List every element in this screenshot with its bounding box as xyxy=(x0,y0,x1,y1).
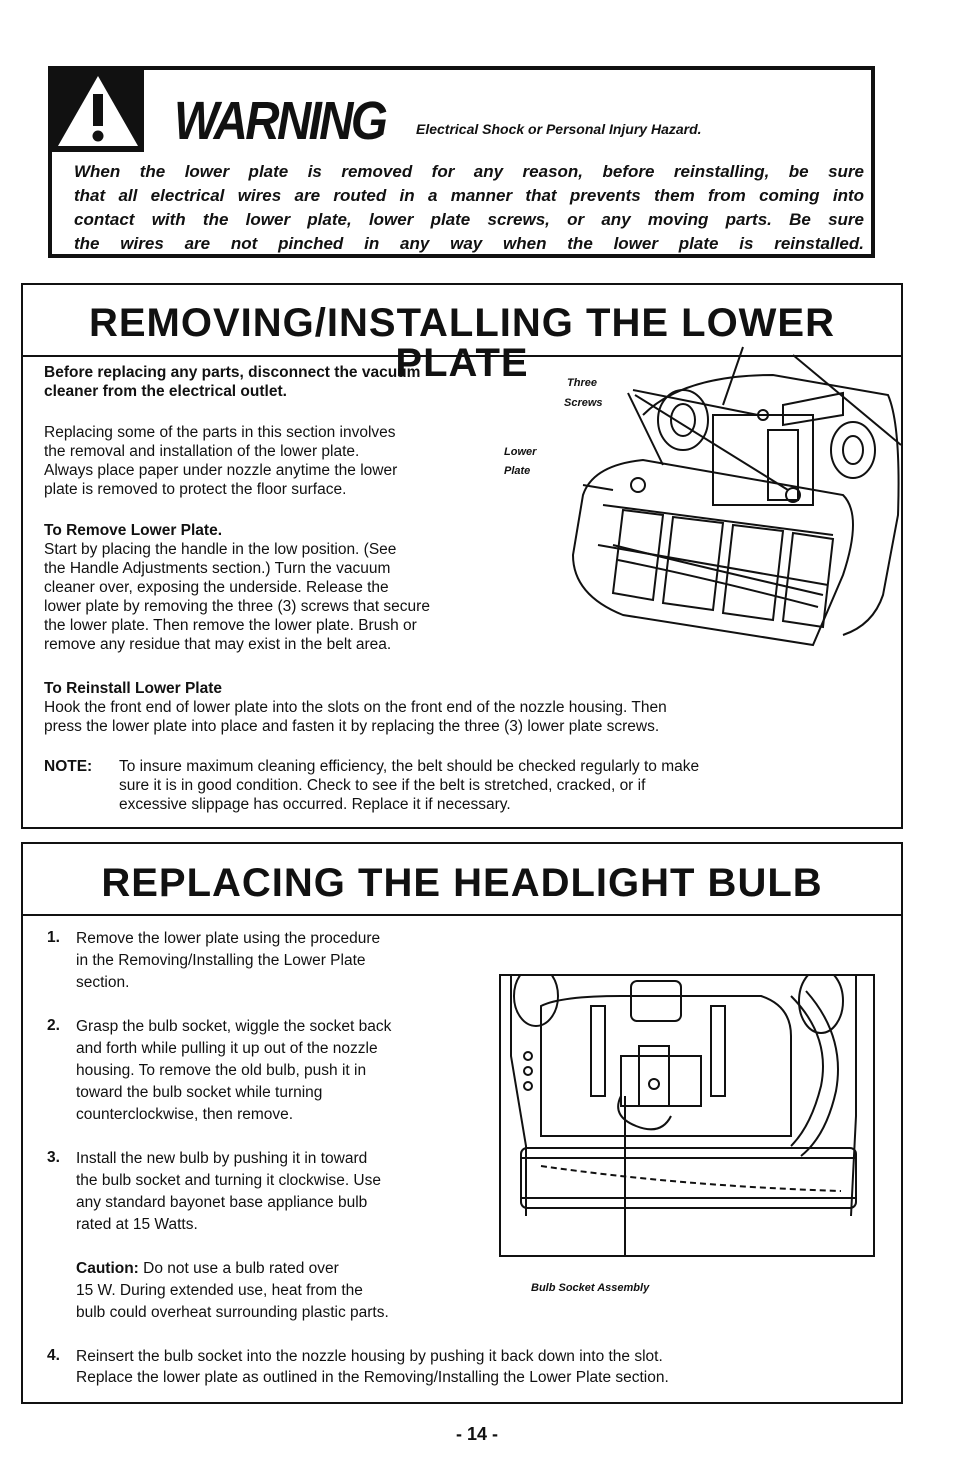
step-number: 4. xyxy=(47,1347,60,1364)
text-line: cleaner over, exposing the underside. Release the xyxy=(44,579,389,596)
caution-text: Do not use a bulb rated over xyxy=(143,1260,339,1277)
remove-heading: To Remove Lower Plate. xyxy=(44,522,223,539)
warning-line: When the lower plate is removed for any reason, before reinstalling, be sure xyxy=(74,162,864,181)
text-line: Before replacing any parts, disconnect the vacuum xyxy=(44,364,421,381)
text-line: the Handle Adjustments section.) Turn the vacuum xyxy=(44,560,391,577)
warning-body xyxy=(74,160,864,256)
text-line: and forth while pulling it up out of the nozzle xyxy=(76,1040,378,1057)
caution-label: Caution: xyxy=(76,1260,139,1277)
title-divider xyxy=(23,914,901,916)
text-line: counterclockwise, then remove. xyxy=(76,1106,294,1123)
remove-instructions xyxy=(44,521,430,654)
text-line: press the lower plate into place and fasten it by replacing the three (3) lower plate screws. xyxy=(44,718,660,735)
warning-box xyxy=(48,66,875,258)
caution-note xyxy=(76,1258,389,1324)
text-line: Always place paper under nozzle anytime the lower xyxy=(44,462,398,479)
headlight-title: REPLACING THE HEADLIGHT BULB xyxy=(101,861,823,905)
text-line: excessive slippage has occurred. Replace it if necessary. xyxy=(119,796,511,813)
text-line: toward the bulb socket while turning xyxy=(76,1084,323,1101)
diagram-label-plate: Plate xyxy=(504,465,531,477)
diagram-label-screws: Screws xyxy=(564,397,603,409)
warning-line: the wires are not pinched in any way when the lower plate is reinstalled. xyxy=(74,234,864,253)
lower-plate-illustration xyxy=(543,345,903,665)
text-line: sure it is in good condition. Check to see if the belt is stretched, cracked, or if xyxy=(119,777,646,794)
disconnect-notice xyxy=(44,363,420,401)
reinstall-heading: To Reinstall Lower Plate xyxy=(44,680,223,697)
text-line: in the Removing/Installing the Lower Plate xyxy=(76,952,366,969)
text-line: the lower plate. Then remove the lower plate. Brush or xyxy=(44,617,417,634)
text-line: plate is removed to protect the floor surface. xyxy=(44,481,347,498)
text-line: any standard bayonet base appliance bulb xyxy=(76,1194,368,1211)
warning-subtitle: Electrical Shock or Personal Injury Hazard. xyxy=(416,121,702,137)
text-line: lower plate by removing the three (3) screws that secure xyxy=(44,598,430,615)
step-number: 3. xyxy=(47,1149,60,1166)
headlight-illustration-frame xyxy=(499,974,875,1257)
text-line: cleaner from the electrical outlet. xyxy=(44,383,287,400)
text-line: To insure maximum cleaning efficiency, the belt should be checked regularly to make xyxy=(119,758,700,775)
text-line: remove any residue that may exist in the belt area. xyxy=(44,636,392,653)
text-line: section. xyxy=(76,974,130,991)
step-number: 1. xyxy=(47,929,60,946)
text-line: the removal and installation of the lower plate. xyxy=(44,443,360,460)
bulb-socket-label: Bulb Socket Assembly xyxy=(531,1282,650,1294)
text-line: rated at 15 Watts. xyxy=(76,1216,198,1233)
reinstall-instructions xyxy=(44,679,667,736)
warning-triangle-icon xyxy=(52,70,144,152)
text-line: Replace the lower plate as outlined in the Removing/Installing the Lower Plate section. xyxy=(76,1369,669,1386)
text-line: Remove the lower plate using the procedure xyxy=(76,930,381,947)
text-line: the bulb socket and turning it clockwise. Use xyxy=(76,1172,381,1189)
text-line: housing. To remove the old bulb, push it in xyxy=(76,1062,367,1079)
text-line: Replacing some of the parts in this section involves xyxy=(44,424,396,441)
text-line: Start by placing the handle in the low position. (See xyxy=(44,541,397,558)
warning-line: contact with the lower plate, lower plate screws, or any moving parts. Be sure xyxy=(74,210,864,229)
bulb-socket-illustration xyxy=(501,976,873,1255)
text-line: Install the new bulb by pushing it in toward xyxy=(76,1150,368,1167)
note-label: NOTE: xyxy=(44,758,93,775)
text-line: Reinsert the bulb socket into the nozzle housing by pushing it back down into the slot. xyxy=(76,1348,663,1365)
text-line: Hook the front end of lower plate into the slots on the front end of the nozzle housing. Then xyxy=(44,699,667,716)
text-line: bulb could overheat surrounding plastic parts. xyxy=(76,1304,389,1321)
step-number: 2. xyxy=(47,1017,60,1034)
page-number: - 14 - xyxy=(455,1424,498,1444)
warning-title: WARNING xyxy=(174,91,386,151)
text-line: 15 W. During extended use, heat from the xyxy=(76,1282,363,1299)
headlight-section xyxy=(21,842,903,1404)
intro-paragraph xyxy=(44,423,397,499)
lower-plate-section xyxy=(21,283,903,829)
warning-line: that all electrical wires are routed in a manner that prevents them from coming into xyxy=(74,186,864,205)
diagram-label-three: Three xyxy=(567,377,597,389)
lower-plate-title: REMOVING/INSTALLING THE LOWER PLATE xyxy=(88,301,835,385)
diagram-label-lower: Lower xyxy=(504,446,537,458)
warning-triangle-block xyxy=(52,70,144,152)
text-line: Grasp the bulb socket, wiggle the socket back xyxy=(76,1018,392,1035)
